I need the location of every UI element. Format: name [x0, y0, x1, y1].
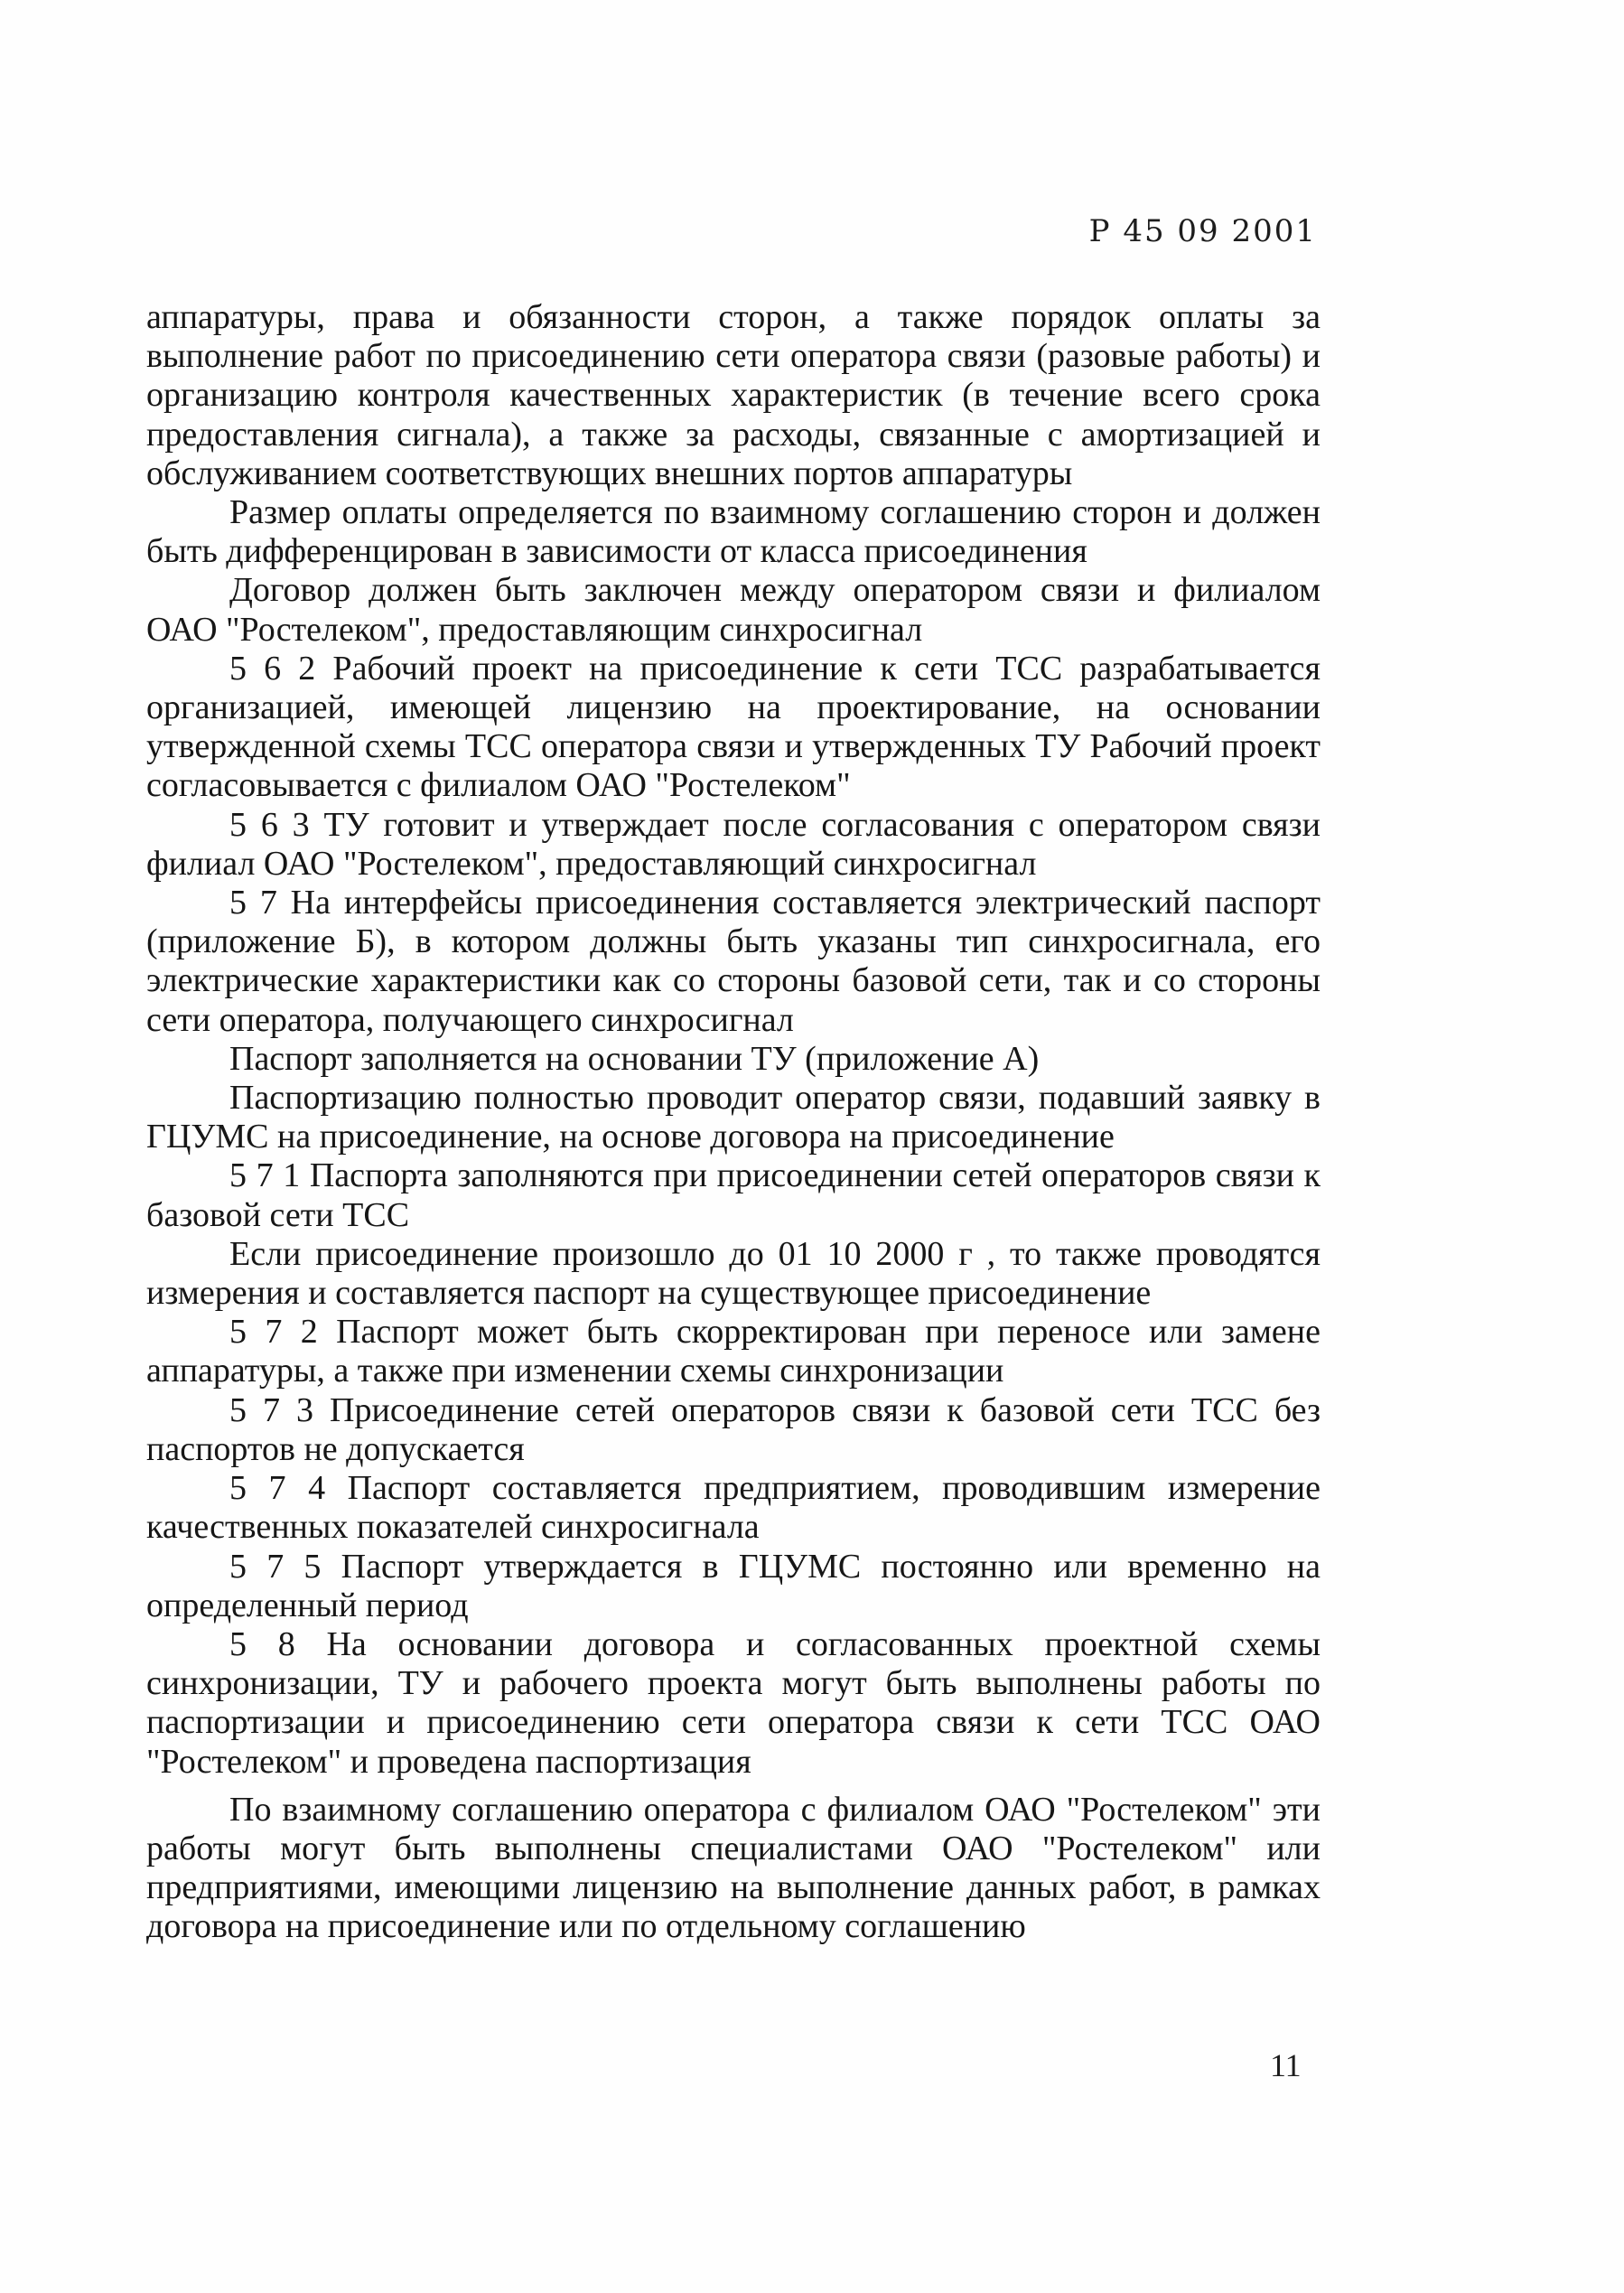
paragraph-contract: Договор должен быть заключен между оператором связи и филиалом ОАО "Ростелеком", предоставляющим синхросигнал [146, 571, 1321, 649]
paragraph-5-6-3: 5 6 3 ТУ готовит и утверждает после согласования с оператором связи филиал ОАО "Ростелеком", предоставляющий синхросигнал [146, 805, 1321, 883]
paragraph-passport-basis: Паспорт заполняется на основании ТУ (приложение А) [229, 1039, 1040, 1078]
document-body [146, 298, 1321, 1947]
paragraph-equipment-rights: аппаратуры, права и обязанности сторон, а также порядок оплаты за выполнение работ по присоединению сети оператора связи (разовые работы) и организацию контроля качественных характеристик (в течение всего срока предоставления сигнала), а также за расходы, связанные с амортизацией и обслуживанием соответствующих внешних портов аппаратуры [146, 298, 1321, 492]
paragraph-payment-size: Размер оплаты определяется по взаимному соглашению сторон и должен быть дифференцирован в зависимости от класса присоединения [146, 493, 1321, 571]
paragraph-5-7-5: 5 7 5 Паспорт утверждается в ГЦУМС постоянно или временно на определенный период [146, 1547, 1321, 1624]
paragraph-5-6-2: 5 6 2 Рабочий проект на присоединение к сети ТСС разрабатывается организацией, имеющей лицензию на проектирование, на основании утвержденной схемы ТСС оператора связи и утвержденных ТУ Рабочий проект согласовывается с филиалом ОАО "Ростелеком" [146, 649, 1321, 805]
paragraph-5-8: 5 8 На основании договора и согласованных проектной схемы синхронизации, ТУ и рабочего проекта могут быть выполнены работы по паспортизации и присоединению сети оператора связи к сети ТСС ОАО "Ростелеком" и проведена паспортизация [146, 1624, 1321, 1781]
paragraph-5-7-4: 5 7 4 Паспорт составляется предприятием, проводившим измерение качественных показателей синхросигнала [146, 1469, 1321, 1547]
page-number: 11 [1270, 2047, 1302, 2083]
paragraph-5-7: 5 7 На интерфейсы присоединения составляется электрический паспорт (приложение Б), в котором должны быть указаны тип синхросигнала, его электрические характеристики как со стороны базовой сети, так и со стороны сети оператора, получающего синхросигнал [146, 884, 1321, 1039]
paragraph-5-7-1: 5 7 1 Паспорта заполняются при присоединении сетей операторов связи к базовой сети ТСС [146, 1156, 1321, 1234]
paragraph-passportization: Паспортизацию полностью проводит оператор связи, подавший заявку в ГЦУМС на присоединение, на основе договора на присоединение [146, 1079, 1321, 1156]
paragraph-mutual-agreement: По взаимному соглашению оператора с филиалом ОАО "Ростелеком" эти работы могут быть выполнены специалистами ОАО "Ростелеком" или предприятиями, имеющими лицензию на выполнение данных работ, в рамках договора на присоединение или по отдельному соглашению [146, 1790, 1321, 1946]
paragraph-5-7-2: 5 7 2 Паспорт может быть скорректирован при переносе или замене аппаратуры, а также при изменении схемы синхронизации [146, 1313, 1321, 1390]
document-code: Р 45 09 2001 [1088, 213, 1317, 249]
paragraph-existing-connection: Если присоединение произошло до 01 10 2000 г , то также проводятся измерения и составляется паспорт на существующее присоединение [146, 1234, 1321, 1313]
paragraph-5-7-3: 5 7 3 Присоединение сетей операторов связи к базовой сети ТСС без паспортов не допускается [146, 1390, 1321, 1468]
